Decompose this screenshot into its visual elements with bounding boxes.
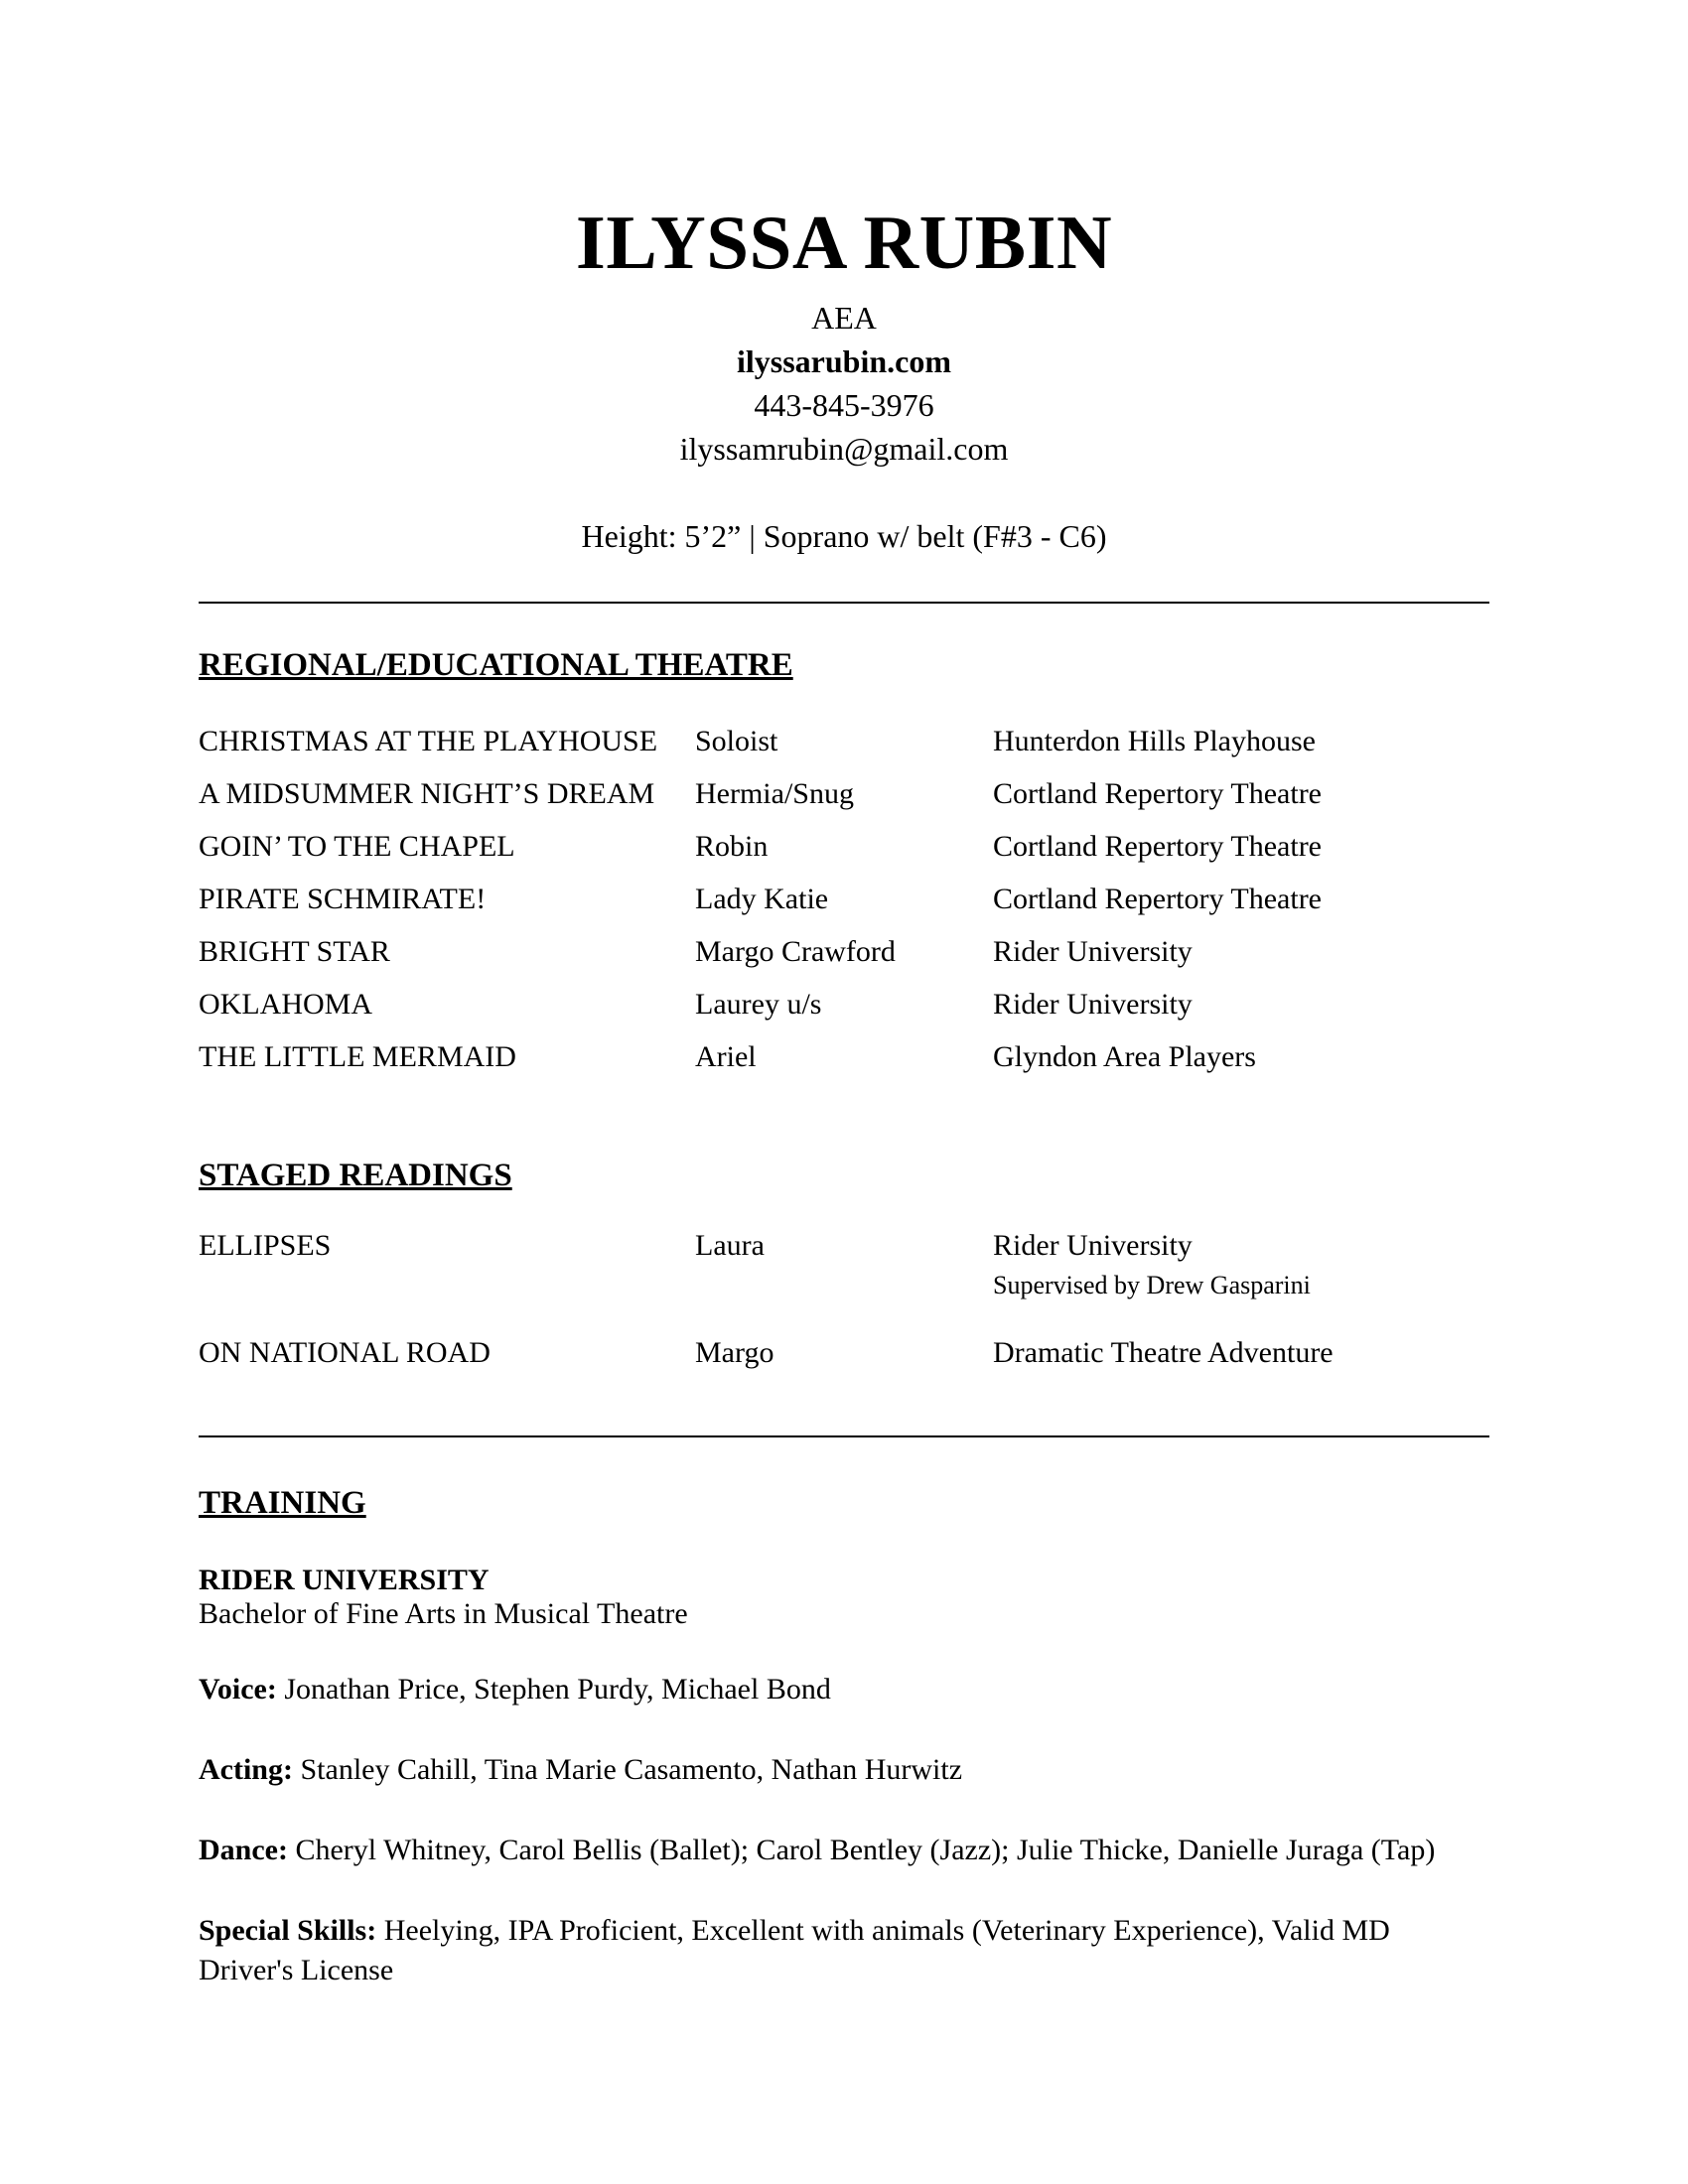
school-name: RIDER UNIVERSITY — [199, 1564, 490, 1596]
divider-top — [199, 602, 1489, 604]
acting-teachers: Stanley Cahill, Tina Marie Casamento, Nathan Hurwitz — [300, 1753, 963, 1786]
venue: Glyndon Area Players — [993, 1040, 1256, 1073]
show-title: GOIN’ TO THE CHAPEL — [199, 830, 515, 863]
website-link[interactable]: ilyssarubin.com — [736, 343, 952, 379]
show-title: BRIGHT STAR — [199, 935, 390, 968]
table-row — [0, 830, 1688, 870]
supervisor-note: Supervised by Drew Gasparini — [993, 1271, 1311, 1299]
table-row — [0, 1040, 1688, 1080]
section-title-training: TRAINING — [199, 1485, 366, 1521]
show-title: PIRATE SCHMIRATE! — [199, 883, 487, 915]
venue: Rider University — [993, 1229, 1193, 1262]
dance-label: Dance: — [199, 1834, 288, 1866]
venue: Hunterdon Hills Playhouse — [993, 725, 1316, 757]
acting-label: Acting: — [199, 1753, 293, 1786]
venue: Cortland Repertory Theatre — [993, 830, 1322, 863]
voice-training — [199, 1670, 1489, 1709]
dance-training — [199, 1831, 1489, 1870]
role: Margo Crawford — [695, 935, 896, 968]
role: Margo — [695, 1336, 774, 1369]
venue: Cortland Repertory Theatre — [993, 883, 1322, 915]
phone-number: 443-845-3976 — [754, 387, 934, 423]
special-skills — [199, 1911, 1489, 1990]
role: Ariel — [695, 1040, 757, 1073]
venue: Dramatic Theatre Adventure — [993, 1336, 1334, 1369]
show-title: CHRISTMAS AT THE PLAYHOUSE — [199, 725, 658, 757]
skills-text-line2: Driver's License — [199, 1954, 394, 1986]
table-row — [0, 935, 1688, 975]
show-title: THE LITTLE MERMAID — [199, 1040, 516, 1073]
show-title: A MIDSUMMER NIGHT’S DREAM — [199, 777, 655, 810]
role: Laurey u/s — [695, 988, 822, 1021]
degree: Bachelor of Fine Arts in Musical Theatre — [199, 1597, 688, 1630]
voice-teachers: Jonathan Price, Stephen Purdy, Michael Bond — [284, 1673, 831, 1706]
role: Soloist — [695, 725, 778, 757]
dance-teachers: Cheryl Whitney, Carol Bellis (Ballet); Carol Bentley (Jazz); Julie Thicke, Danielle Juraga (Tap) — [295, 1834, 1436, 1866]
voice-label: Voice: — [199, 1673, 277, 1706]
email-address[interactable]: ilyssamrubin@gmail.com — [679, 431, 1009, 467]
table-row — [0, 1229, 1688, 1269]
venue: Rider University — [993, 988, 1193, 1021]
venue: Cortland Repertory Theatre — [993, 777, 1322, 810]
section-title-regional: REGIONAL/EDUCATIONAL THEATRE — [199, 647, 793, 683]
skills-text-line1: Heelying, IPA Proficient, Excellent with animals (Veterinary Experience), Valid MD — [383, 1914, 1390, 1947]
divider-bottom — [199, 1435, 1489, 1437]
section-title-readings: STAGED READINGS — [199, 1158, 512, 1193]
acting-training — [199, 1750, 1489, 1790]
table-row — [0, 777, 1688, 817]
height-voice-stats: Height: 5’2” | Soprano w/ belt (F#3 - C6) — [581, 518, 1107, 554]
show-title: ON NATIONAL ROAD — [199, 1336, 491, 1369]
table-row — [0, 725, 1688, 764]
table-row — [0, 1336, 1688, 1376]
role: Hermia/Snug — [695, 777, 854, 810]
role: Laura — [695, 1229, 765, 1262]
venue: Rider University — [993, 935, 1193, 968]
table-row — [0, 988, 1688, 1027]
union-affiliation: AEA — [811, 300, 877, 336]
show-title: ELLIPSES — [199, 1229, 332, 1262]
table-row — [0, 883, 1688, 922]
resume-name: ILYSSA RUBIN — [575, 200, 1113, 285]
show-title: OKLAHOMA — [199, 988, 372, 1021]
role: Lady Katie — [695, 883, 829, 915]
skills-label: Special Skills: — [199, 1914, 377, 1947]
role: Robin — [695, 830, 769, 863]
